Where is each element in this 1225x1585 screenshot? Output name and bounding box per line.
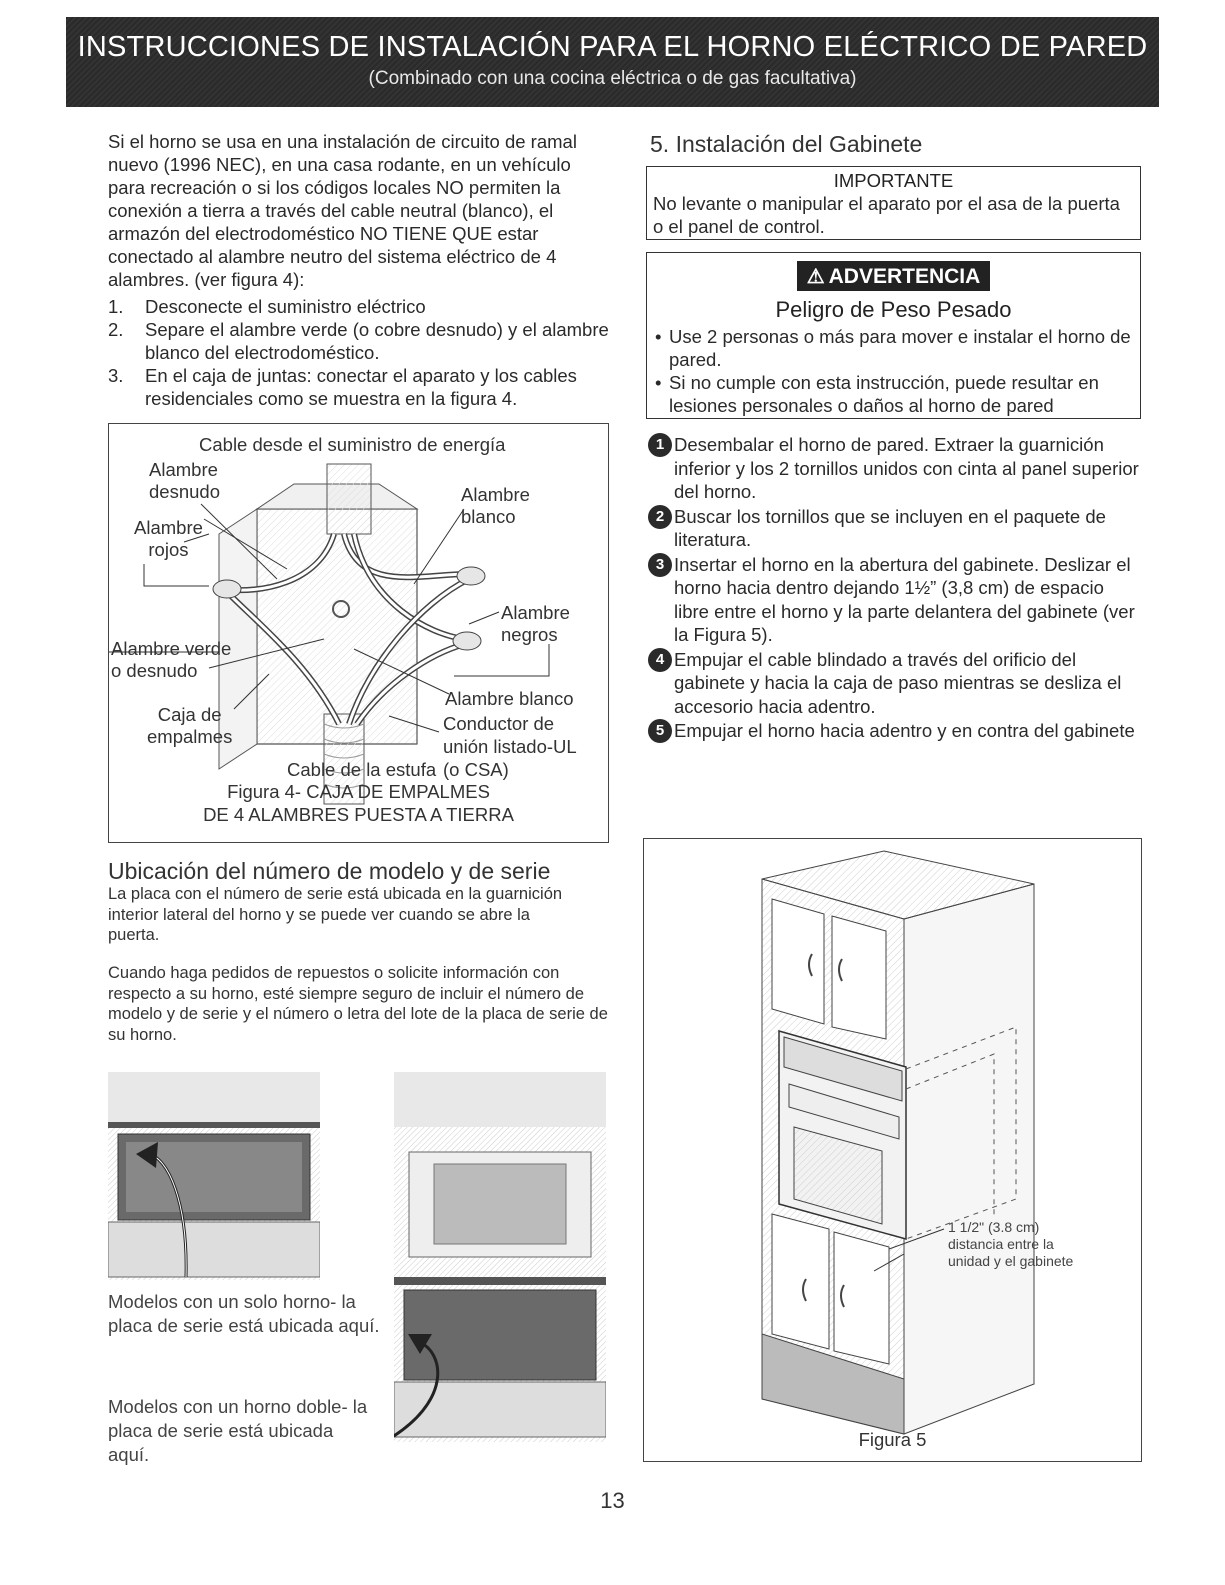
serial-paragraph-2: Cuando haga pedidos de repuestos o solicite información con respecto a su horno, esté siempre seguro de incluir el número de modelo y de serie y el número o letra del lote de la placa de serie de su horno. [108,964,608,1044]
list-item: 1 Desembalar el horno de pared. Extraer la guarnición inferior y los 2 tornillos unidos con cinta al panel superior del horno. [648,433,1143,504]
warning-list [647,325,1140,417]
fig4-label-bare: Alambre desnudo [149,459,220,502]
fig5-dimension: 1 1/2" (3.8 cm) [948,1219,1040,1235]
step-number-badge: 4 [648,648,672,672]
fig5-dimension-note: distancia entre la unidad y el gabinete [948,1236,1074,1269]
header-banner [66,17,1159,107]
single-oven-caption: Modelos con un solo horno- la placa de serie está ubicada aquí. [108,1291,380,1336]
fig4-label-conductor: Conductor de unión listado-UL (o CSA) [443,713,577,780]
step-number-badge: 3 [648,553,672,577]
list-item: • Si no cumple con esta instrucción, puede resultar en lesiones personales o daños al horno de pared [655,372,1099,416]
cabinet-heading: 5. Instalación del Gabinete [650,131,923,157]
step-number-badge: 1 [648,433,672,457]
list-item: 1. Desconecte el suministro eléctrico [108,296,426,317]
list-item: 2. Separe el alambre verde (o cobre desnudo) y el alambre blanco del electrodoméstico. [108,319,609,363]
list-item: 3. En el caja de juntas: conectar el aparato y los cables residenciales como se muestra en la figura 4. [108,365,577,409]
double-oven-caption: Modelos con un horno doble- la placa de serie está ubicada aquí. [108,1396,368,1465]
double-oven-image [394,1072,606,1442]
fig4-label-stove: Cable de la estufa [287,759,437,780]
intro-paragraph: Si el horno se usa en una instalación de circuito de ramal nuevo (1996 NEC), en una casa rodante, en un vehículo para recreación o si los códigos locales NO permiten la conexión a tierra a través del cable neutral (blanco), el armazón del electrodoméstico NO TIENE QUE estar conectado al alambre neutro del sistema eléctrico de 4 alambres. (ver figura 4): [108,131,577,290]
fig5-caption: Figura 5 [858,1429,927,1450]
step-number-badge: 2 [648,505,672,529]
single-oven-illustration [108,1072,320,1280]
list-item: • Use 2 personas o más para mover e instalar el horno de pared. [655,326,1131,370]
list-item: 2 Buscar los tornillos que se incluyen en el paquete de literatura. [648,505,1143,552]
double-oven-illustration [394,1072,606,1442]
fig4-label-red: Alambre rojos [134,517,203,560]
fig4-label-black: Alambre negros [501,602,570,645]
figure-4 [108,423,609,843]
fig4-label-box: Caja de empalmes [147,704,233,747]
figure-5 [643,838,1142,1462]
page-number: 13 [600,1488,625,1513]
important-title: IMPORTANTE [833,170,954,191]
warning-title: Peligro de Peso Pesado [775,297,1012,322]
warning-badge: ⚠ ADVERTENCIA [797,261,991,291]
cabinet-illustration [644,839,1141,1461]
fig4-caption-2: DE 4 ALAMBRES PUESTA A TIERRA [203,804,514,825]
fig4-label-white-top: Alambre blanco [461,484,530,527]
serial-heading: Ubicación del número de modelo y de serie [108,858,551,884]
fig4-label-white-bottom: Alambre blanco [445,688,574,709]
header-subtitle: (Combinado con una cocina eléctrica o de gas facultativa) [368,68,857,89]
fig4-caption-1: Figura 4- CAJA DE EMPALMES [227,781,490,802]
list-item: 4 Empujar el cable blindado a través del orificio del gabinete y hacia la caja de paso mientras se desliza el accesorio hacia adentro. [648,648,1143,719]
header-title: INSTRUCCIONES DE INSTALACIÓN PARA EL HORNO ELÉCTRICO DE PARED [77,31,1148,63]
single-oven-image [108,1072,320,1280]
fig4-label-supply: Cable desde el suministro de energía [199,434,506,455]
important-box [646,166,1141,240]
important-text: No levante o manipular el aparato por el asa de la puerta o el panel de control. [653,193,1120,237]
serial-paragraph-1: La placa con el número de serie está ubicada en la guarnición interior lateral del horno y se puede ver cuando se abre la puerta. [108,885,563,944]
step-number-badge: 5 [648,719,672,743]
warning-box [646,252,1141,419]
list-item: 5 Empujar el horno hacia adentro y en contra del gabinete [648,719,1143,743]
warning-triangle-icon: ⚠ [806,266,825,288]
list-item: 3 Insertar el horno en la abertura del gabinete. Deslizar el horno hacia dentro dejando 1½” (3,8 cm) de espacio libre entre el horno y la parte delantera del gabinete (ver la Figura 5). [648,553,1143,647]
left-steps [108,295,613,410]
cabinet-steps [648,433,1143,744]
fig4-label-green: Alambre verde o desnudo [111,638,232,681]
